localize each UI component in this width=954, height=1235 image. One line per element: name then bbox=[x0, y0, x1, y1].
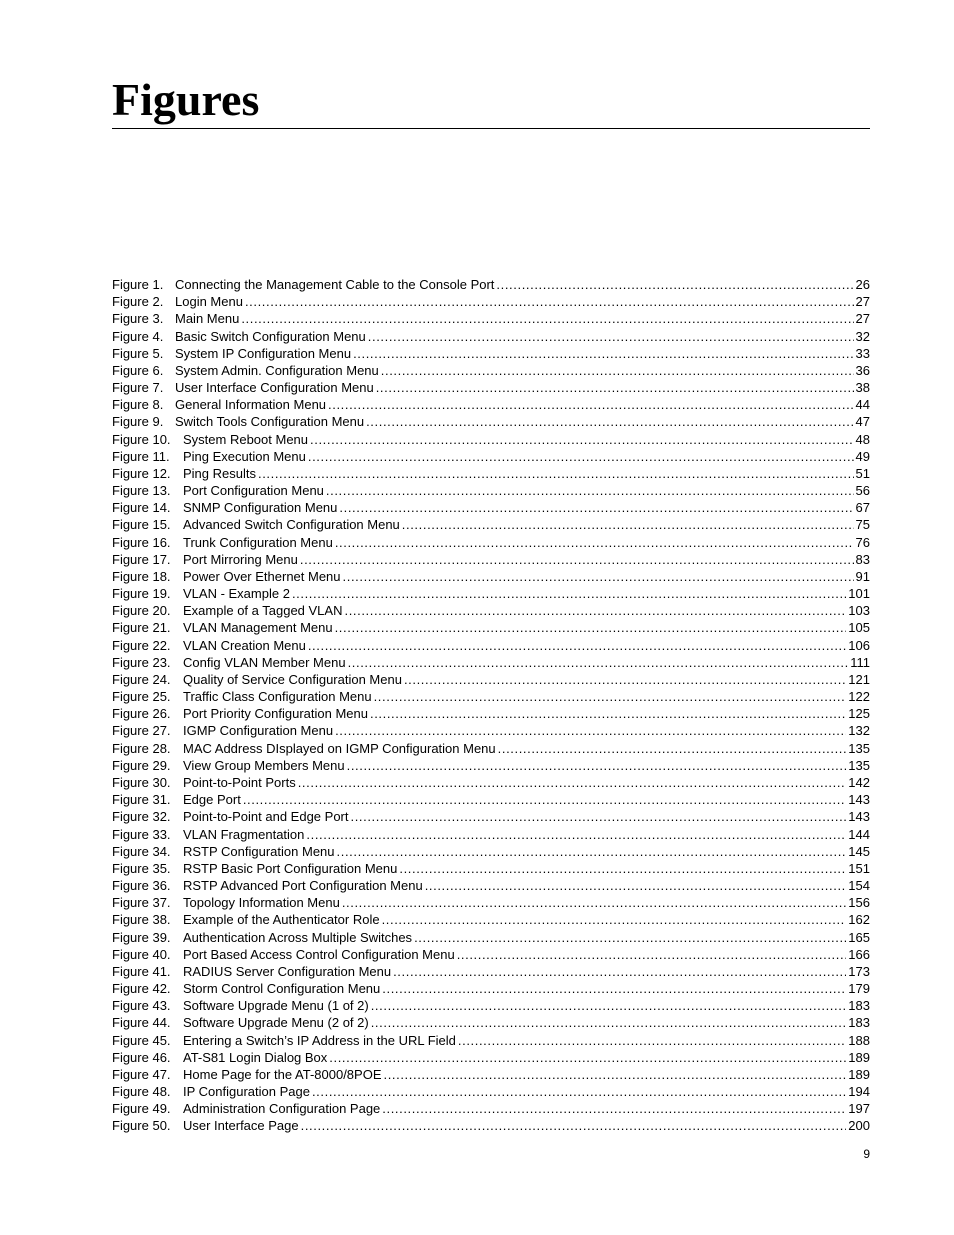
figure-entry[interactable] bbox=[112, 843, 870, 860]
figure-page-number: 48 bbox=[855, 431, 870, 447]
figure-number: Figure 31. bbox=[112, 792, 171, 808]
dot-leader bbox=[306, 826, 846, 843]
dot-leader bbox=[243, 791, 846, 808]
figure-entry[interactable] bbox=[112, 482, 870, 499]
dot-leader bbox=[342, 894, 846, 911]
dot-leader bbox=[310, 431, 854, 448]
dot-leader bbox=[308, 637, 846, 654]
figure-entry[interactable] bbox=[112, 654, 870, 671]
figure-title: Traffic Class Configuration Menu bbox=[183, 689, 372, 705]
figure-entry[interactable] bbox=[112, 894, 870, 911]
dot-leader bbox=[374, 688, 847, 705]
figure-title: RADIUS Server Configuration Menu bbox=[183, 963, 392, 979]
figure-title: Point-to-Point and Edge Port bbox=[183, 809, 349, 825]
dot-leader bbox=[335, 722, 846, 739]
figure-title: Login Menu bbox=[175, 294, 243, 310]
figure-title: VLAN - Example 2 bbox=[183, 586, 290, 602]
figure-entry[interactable] bbox=[112, 963, 870, 980]
figure-number: Figure 48. bbox=[112, 1084, 171, 1100]
figure-title: Edge Port bbox=[183, 792, 241, 808]
dot-leader bbox=[384, 1066, 847, 1083]
dot-leader bbox=[300, 551, 854, 568]
figure-number: Figure 18. bbox=[112, 568, 171, 584]
figure-number: Figure 44. bbox=[112, 1015, 171, 1031]
figure-page-number: 145 bbox=[848, 843, 870, 859]
figure-title: Main Menu bbox=[175, 311, 240, 327]
figure-number: Figure 1. bbox=[112, 277, 164, 292]
figure-number: Figure 28. bbox=[112, 740, 171, 756]
dot-leader bbox=[382, 911, 847, 928]
figure-page-number: 51 bbox=[855, 465, 870, 481]
dot-leader bbox=[245, 293, 854, 310]
figure-title: Switch Tools Configuration Menu bbox=[175, 414, 365, 430]
dot-leader bbox=[343, 568, 854, 585]
figure-number: Figure 36. bbox=[112, 878, 171, 894]
figure-title: VLAN Creation Menu bbox=[183, 637, 306, 653]
figure-title: Port Configuration Menu bbox=[183, 483, 324, 499]
figure-page-number: 101 bbox=[848, 586, 870, 602]
figure-entry[interactable] bbox=[112, 1066, 870, 1083]
dot-leader bbox=[292, 585, 846, 602]
dot-leader bbox=[381, 362, 854, 379]
figure-number: Figure 16. bbox=[112, 534, 171, 550]
page-number: 9 bbox=[863, 1147, 870, 1161]
dot-leader bbox=[382, 980, 846, 997]
figure-entry[interactable] bbox=[112, 980, 870, 997]
figure-entry[interactable] bbox=[112, 431, 870, 448]
figure-page-number: 32 bbox=[855, 328, 870, 344]
figure-page-number: 111 bbox=[850, 654, 870, 670]
dot-leader bbox=[425, 877, 847, 894]
figure-number: Figure 8. bbox=[112, 397, 164, 413]
figure-title: System IP Configuration Menu bbox=[175, 345, 352, 361]
figure-title: System Admin. Configuration Menu bbox=[175, 362, 379, 378]
dot-leader bbox=[366, 413, 853, 430]
figure-title: Quality of Service Configuration Menu bbox=[183, 671, 402, 687]
figure-number: Figure 23. bbox=[112, 654, 171, 670]
figure-entry[interactable] bbox=[112, 1032, 870, 1049]
dot-leader bbox=[376, 379, 854, 396]
figure-entry[interactable] bbox=[112, 362, 870, 379]
figure-page-number: 156 bbox=[848, 895, 870, 911]
dot-leader bbox=[347, 757, 847, 774]
figure-entry[interactable] bbox=[112, 722, 870, 739]
dot-leader bbox=[339, 499, 853, 516]
figure-title: Administration Configuration Page bbox=[183, 1101, 381, 1117]
dot-leader bbox=[328, 396, 854, 413]
figure-entry[interactable] bbox=[112, 705, 870, 722]
figure-page-number: 188 bbox=[848, 1032, 870, 1048]
figure-entry[interactable] bbox=[112, 551, 870, 568]
dot-leader bbox=[329, 1049, 846, 1066]
figure-page-number: 27 bbox=[855, 311, 870, 327]
figure-title: Ping Execution Menu bbox=[183, 448, 306, 464]
dot-leader bbox=[393, 963, 846, 980]
figure-entry[interactable] bbox=[112, 774, 870, 791]
figure-number: Figure 45. bbox=[112, 1032, 171, 1048]
figure-title: Topology Information Menu bbox=[183, 895, 340, 911]
figure-title: Home Page for the AT-8000/8POE bbox=[183, 1066, 382, 1082]
figure-page-number: 135 bbox=[848, 740, 870, 756]
dot-leader bbox=[344, 602, 846, 619]
dot-leader bbox=[335, 619, 847, 636]
figure-entry[interactable] bbox=[112, 637, 870, 654]
figure-number: Figure 27. bbox=[112, 723, 171, 739]
figure-number: Figure 25. bbox=[112, 689, 171, 705]
figure-title: RSTP Configuration Menu bbox=[183, 843, 335, 859]
figure-entry[interactable] bbox=[112, 1083, 870, 1100]
figure-number: Figure 15. bbox=[112, 517, 171, 533]
figure-entry[interactable] bbox=[112, 671, 870, 688]
figure-number: Figure 50. bbox=[112, 1118, 171, 1134]
figure-title: System Reboot Menu bbox=[183, 431, 309, 447]
figure-page-number: 144 bbox=[848, 826, 870, 842]
figure-entry[interactable] bbox=[112, 396, 870, 413]
figure-page-number: 56 bbox=[855, 483, 870, 499]
dot-leader bbox=[241, 310, 853, 327]
dot-leader bbox=[402, 516, 854, 533]
figure-number: Figure 2. bbox=[112, 294, 164, 310]
figure-page-number: 75 bbox=[855, 517, 870, 533]
figure-page-number: 189 bbox=[848, 1066, 870, 1082]
figure-page-number: 67 bbox=[855, 500, 870, 516]
dot-leader bbox=[312, 1083, 846, 1100]
figure-number: Figure 47. bbox=[112, 1066, 171, 1082]
figure-title: Example of a Tagged VLAN bbox=[183, 603, 343, 619]
figure-entry[interactable] bbox=[112, 379, 870, 396]
figure-entry[interactable] bbox=[112, 413, 870, 430]
figure-entry[interactable] bbox=[112, 877, 870, 894]
dot-leader bbox=[382, 1100, 846, 1117]
figure-page-number: 189 bbox=[848, 1049, 870, 1065]
figure-title: IGMP Configuration Menu bbox=[183, 723, 334, 739]
figure-entry[interactable] bbox=[112, 757, 870, 774]
figure-number: Figure 32. bbox=[112, 809, 171, 825]
dot-leader bbox=[498, 740, 847, 757]
figure-entry[interactable] bbox=[112, 929, 870, 946]
dot-leader bbox=[371, 1014, 847, 1031]
figure-title: Power Over Ethernet Menu bbox=[183, 568, 341, 584]
figure-number: Figure 11. bbox=[112, 448, 170, 464]
figure-entry[interactable] bbox=[112, 602, 870, 619]
figure-page-number: 179 bbox=[848, 981, 870, 997]
figure-number: Figure 39. bbox=[112, 929, 171, 945]
figure-number: Figure 9. bbox=[112, 414, 164, 430]
figure-number: Figure 43. bbox=[112, 998, 171, 1014]
figure-title: Connecting the Management Cable to the Console Port bbox=[175, 277, 495, 292]
figure-number: Figure 33. bbox=[112, 826, 171, 842]
dot-leader bbox=[258, 465, 854, 482]
figure-page-number: 47 bbox=[855, 414, 870, 430]
figure-number: Figure 20. bbox=[112, 603, 171, 619]
figure-title: RSTP Basic Port Configuration Menu bbox=[183, 860, 398, 876]
dot-leader bbox=[301, 1117, 847, 1134]
figure-page-number: 197 bbox=[848, 1101, 870, 1117]
figure-number: Figure 21. bbox=[112, 620, 171, 636]
figure-page-number: 142 bbox=[848, 774, 870, 790]
dot-leader bbox=[371, 997, 847, 1014]
figure-entry[interactable] bbox=[112, 345, 870, 362]
figure-title: Software Upgrade Menu (2 of 2) bbox=[183, 1015, 369, 1031]
figure-title: Point-to-Point Ports bbox=[183, 774, 296, 790]
figure-page-number: 121 bbox=[848, 671, 870, 687]
figure-number: Figure 7. bbox=[112, 380, 164, 396]
figure-entry[interactable] bbox=[112, 791, 870, 808]
figure-title: Port Priority Configuration Menu bbox=[183, 706, 368, 722]
figure-entry[interactable] bbox=[112, 911, 870, 928]
figure-entry[interactable] bbox=[112, 946, 870, 963]
figure-number: Figure 37. bbox=[112, 895, 171, 911]
figure-page-number: 27 bbox=[855, 294, 870, 310]
page-title: Figures bbox=[112, 74, 260, 125]
figure-entry[interactable] bbox=[112, 860, 870, 877]
dot-leader bbox=[337, 843, 847, 860]
figure-page-number: 76 bbox=[855, 534, 870, 550]
figure-number: Figure 40. bbox=[112, 946, 171, 962]
figure-page-number: 183 bbox=[848, 1015, 870, 1031]
dot-leader bbox=[414, 929, 846, 946]
figure-number: Figure 34. bbox=[112, 843, 171, 859]
figure-number: Figure 24. bbox=[112, 671, 171, 687]
figure-title: Basic Switch Configuration Menu bbox=[175, 328, 366, 344]
figure-entry[interactable] bbox=[112, 997, 870, 1014]
figure-entry[interactable] bbox=[112, 293, 870, 310]
figure-title: Authentication Across Multiple Switches bbox=[183, 929, 413, 945]
dot-leader bbox=[399, 860, 846, 877]
figure-page-number: 200 bbox=[848, 1118, 870, 1134]
figure-number: Figure 10. bbox=[112, 431, 171, 447]
figure-entry[interactable] bbox=[112, 1014, 870, 1031]
figure-number: Figure 38. bbox=[112, 912, 171, 928]
figure-entry[interactable] bbox=[112, 808, 870, 825]
figure-page-number: 173 bbox=[848, 963, 870, 979]
figure-title: MAC Address DIsplayed on IGMP Configuration Menu bbox=[183, 740, 496, 756]
figure-entry[interactable] bbox=[112, 585, 870, 602]
figure-entry[interactable] bbox=[112, 534, 870, 551]
dot-leader bbox=[457, 946, 847, 963]
figure-number: Figure 35. bbox=[112, 860, 171, 876]
figure-number: Figure 26. bbox=[112, 706, 171, 722]
figure-number: Figure 19. bbox=[112, 586, 171, 602]
figure-number: Figure 5. bbox=[112, 345, 164, 361]
dot-leader bbox=[308, 448, 854, 465]
figure-title: AT-S81 Login Dialog Box bbox=[183, 1049, 328, 1065]
figure-title: Software Upgrade Menu (1 of 2) bbox=[183, 998, 369, 1014]
figure-entry[interactable] bbox=[112, 740, 870, 757]
figure-entry[interactable] bbox=[112, 619, 870, 636]
figure-title: IP Configuration Page bbox=[183, 1084, 310, 1100]
figure-number: Figure 42. bbox=[112, 981, 171, 997]
figure-entry[interactable] bbox=[112, 1049, 870, 1066]
figure-entry[interactable] bbox=[112, 1117, 870, 1134]
figure-page-number: 166 bbox=[848, 946, 870, 962]
dot-leader bbox=[368, 328, 854, 345]
figure-entry[interactable] bbox=[112, 1100, 870, 1117]
figure-page-number: 83 bbox=[855, 551, 870, 567]
figure-title: VLAN Fragmentation bbox=[183, 826, 305, 842]
title-rule bbox=[112, 128, 870, 129]
dot-leader bbox=[335, 534, 854, 551]
figure-title: Ping Results bbox=[183, 465, 256, 481]
figure-page-number: 154 bbox=[848, 878, 870, 894]
figure-page-number: 132 bbox=[848, 723, 870, 739]
figure-title: VLAN Management Menu bbox=[183, 620, 333, 636]
figure-title: RSTP Advanced Port Configuration Menu bbox=[183, 878, 423, 894]
figure-page-number: 38 bbox=[855, 380, 870, 396]
dot-leader bbox=[404, 671, 846, 688]
figure-title: User Interface Configuration Menu bbox=[175, 380, 374, 396]
figure-number: Figure 3. bbox=[112, 311, 164, 327]
figure-entry[interactable] bbox=[112, 688, 870, 705]
figure-page-number: 44 bbox=[855, 397, 870, 413]
figure-page-number: 143 bbox=[848, 792, 870, 808]
figure-number: Figure 22. bbox=[112, 637, 171, 653]
dot-leader bbox=[353, 345, 853, 362]
figure-entry[interactable] bbox=[112, 448, 870, 465]
figure-title: User Interface Page bbox=[183, 1118, 299, 1134]
figure-title: Example of the Authenticator Role bbox=[183, 912, 380, 928]
figure-title: General Information Menu bbox=[175, 397, 327, 413]
figure-title: Trunk Configuration Menu bbox=[183, 534, 333, 550]
figure-number: Figure 29. bbox=[112, 757, 171, 773]
figure-page-number: 103 bbox=[848, 603, 870, 619]
figure-title: Port Mirroring Menu bbox=[183, 551, 298, 567]
figure-page-number: 135 bbox=[848, 757, 870, 773]
figure-number: Figure 4. bbox=[112, 328, 164, 344]
list-of-figures bbox=[112, 276, 870, 1135]
figure-number: Figure 14. bbox=[112, 500, 171, 516]
figure-page-number: 26 bbox=[855, 277, 870, 292]
figure-entry[interactable] bbox=[112, 310, 870, 327]
figure-number: Figure 6. bbox=[112, 362, 164, 378]
figure-title: Advanced Switch Configuration Menu bbox=[183, 517, 400, 533]
dot-leader bbox=[298, 774, 847, 791]
figure-page-number: 49 bbox=[855, 448, 870, 464]
figure-page-number: 151 bbox=[848, 860, 870, 876]
figure-title: View Group Members Menu bbox=[183, 757, 345, 773]
figure-page-number: 33 bbox=[855, 345, 870, 361]
figure-number: Figure 41. bbox=[112, 963, 171, 979]
figure-number: Figure 46. bbox=[112, 1049, 171, 1065]
figure-page-number: 106 bbox=[848, 637, 870, 653]
figure-page-number: 194 bbox=[848, 1084, 870, 1100]
figure-entry[interactable] bbox=[112, 276, 870, 293]
figure-number: Figure 30. bbox=[112, 774, 171, 790]
figure-page-number: 165 bbox=[848, 929, 870, 945]
figure-title: Config VLAN Member Menu bbox=[183, 654, 346, 670]
figure-page-number: 105 bbox=[848, 620, 870, 636]
figure-number: Figure 49. bbox=[112, 1101, 171, 1117]
figure-page-number: 183 bbox=[848, 998, 870, 1014]
dot-leader bbox=[370, 705, 846, 722]
figure-entry[interactable] bbox=[112, 568, 870, 585]
dot-leader bbox=[458, 1032, 846, 1049]
dot-leader bbox=[496, 276, 853, 293]
figure-page-number: 162 bbox=[848, 912, 870, 928]
figure-page-number: 125 bbox=[848, 706, 870, 722]
figure-page-number: 143 bbox=[848, 809, 870, 825]
dot-leader bbox=[326, 482, 854, 499]
figure-number: Figure 13. bbox=[112, 483, 171, 499]
dot-leader bbox=[351, 808, 847, 825]
figure-page-number: 36 bbox=[855, 362, 870, 378]
figure-title: Port Based Access Control Configuration Menu bbox=[183, 946, 455, 962]
figure-title: SNMP Configuration Menu bbox=[183, 500, 338, 516]
figure-entry[interactable] bbox=[112, 826, 870, 843]
figure-entry[interactable] bbox=[112, 499, 870, 516]
figure-page-number: 122 bbox=[848, 689, 870, 705]
figure-entry[interactable] bbox=[112, 516, 870, 533]
figure-number: Figure 12. bbox=[112, 465, 171, 481]
figure-title: Storm Control Configuration Menu bbox=[183, 981, 381, 997]
figure-entry[interactable] bbox=[112, 465, 870, 482]
dot-leader bbox=[348, 654, 849, 671]
figure-entry[interactable] bbox=[112, 328, 870, 345]
figure-title: Entering a Switch’s IP Address in the URL Field bbox=[183, 1032, 456, 1048]
figure-page-number: 91 bbox=[855, 568, 870, 584]
figure-number: Figure 17. bbox=[112, 551, 171, 567]
